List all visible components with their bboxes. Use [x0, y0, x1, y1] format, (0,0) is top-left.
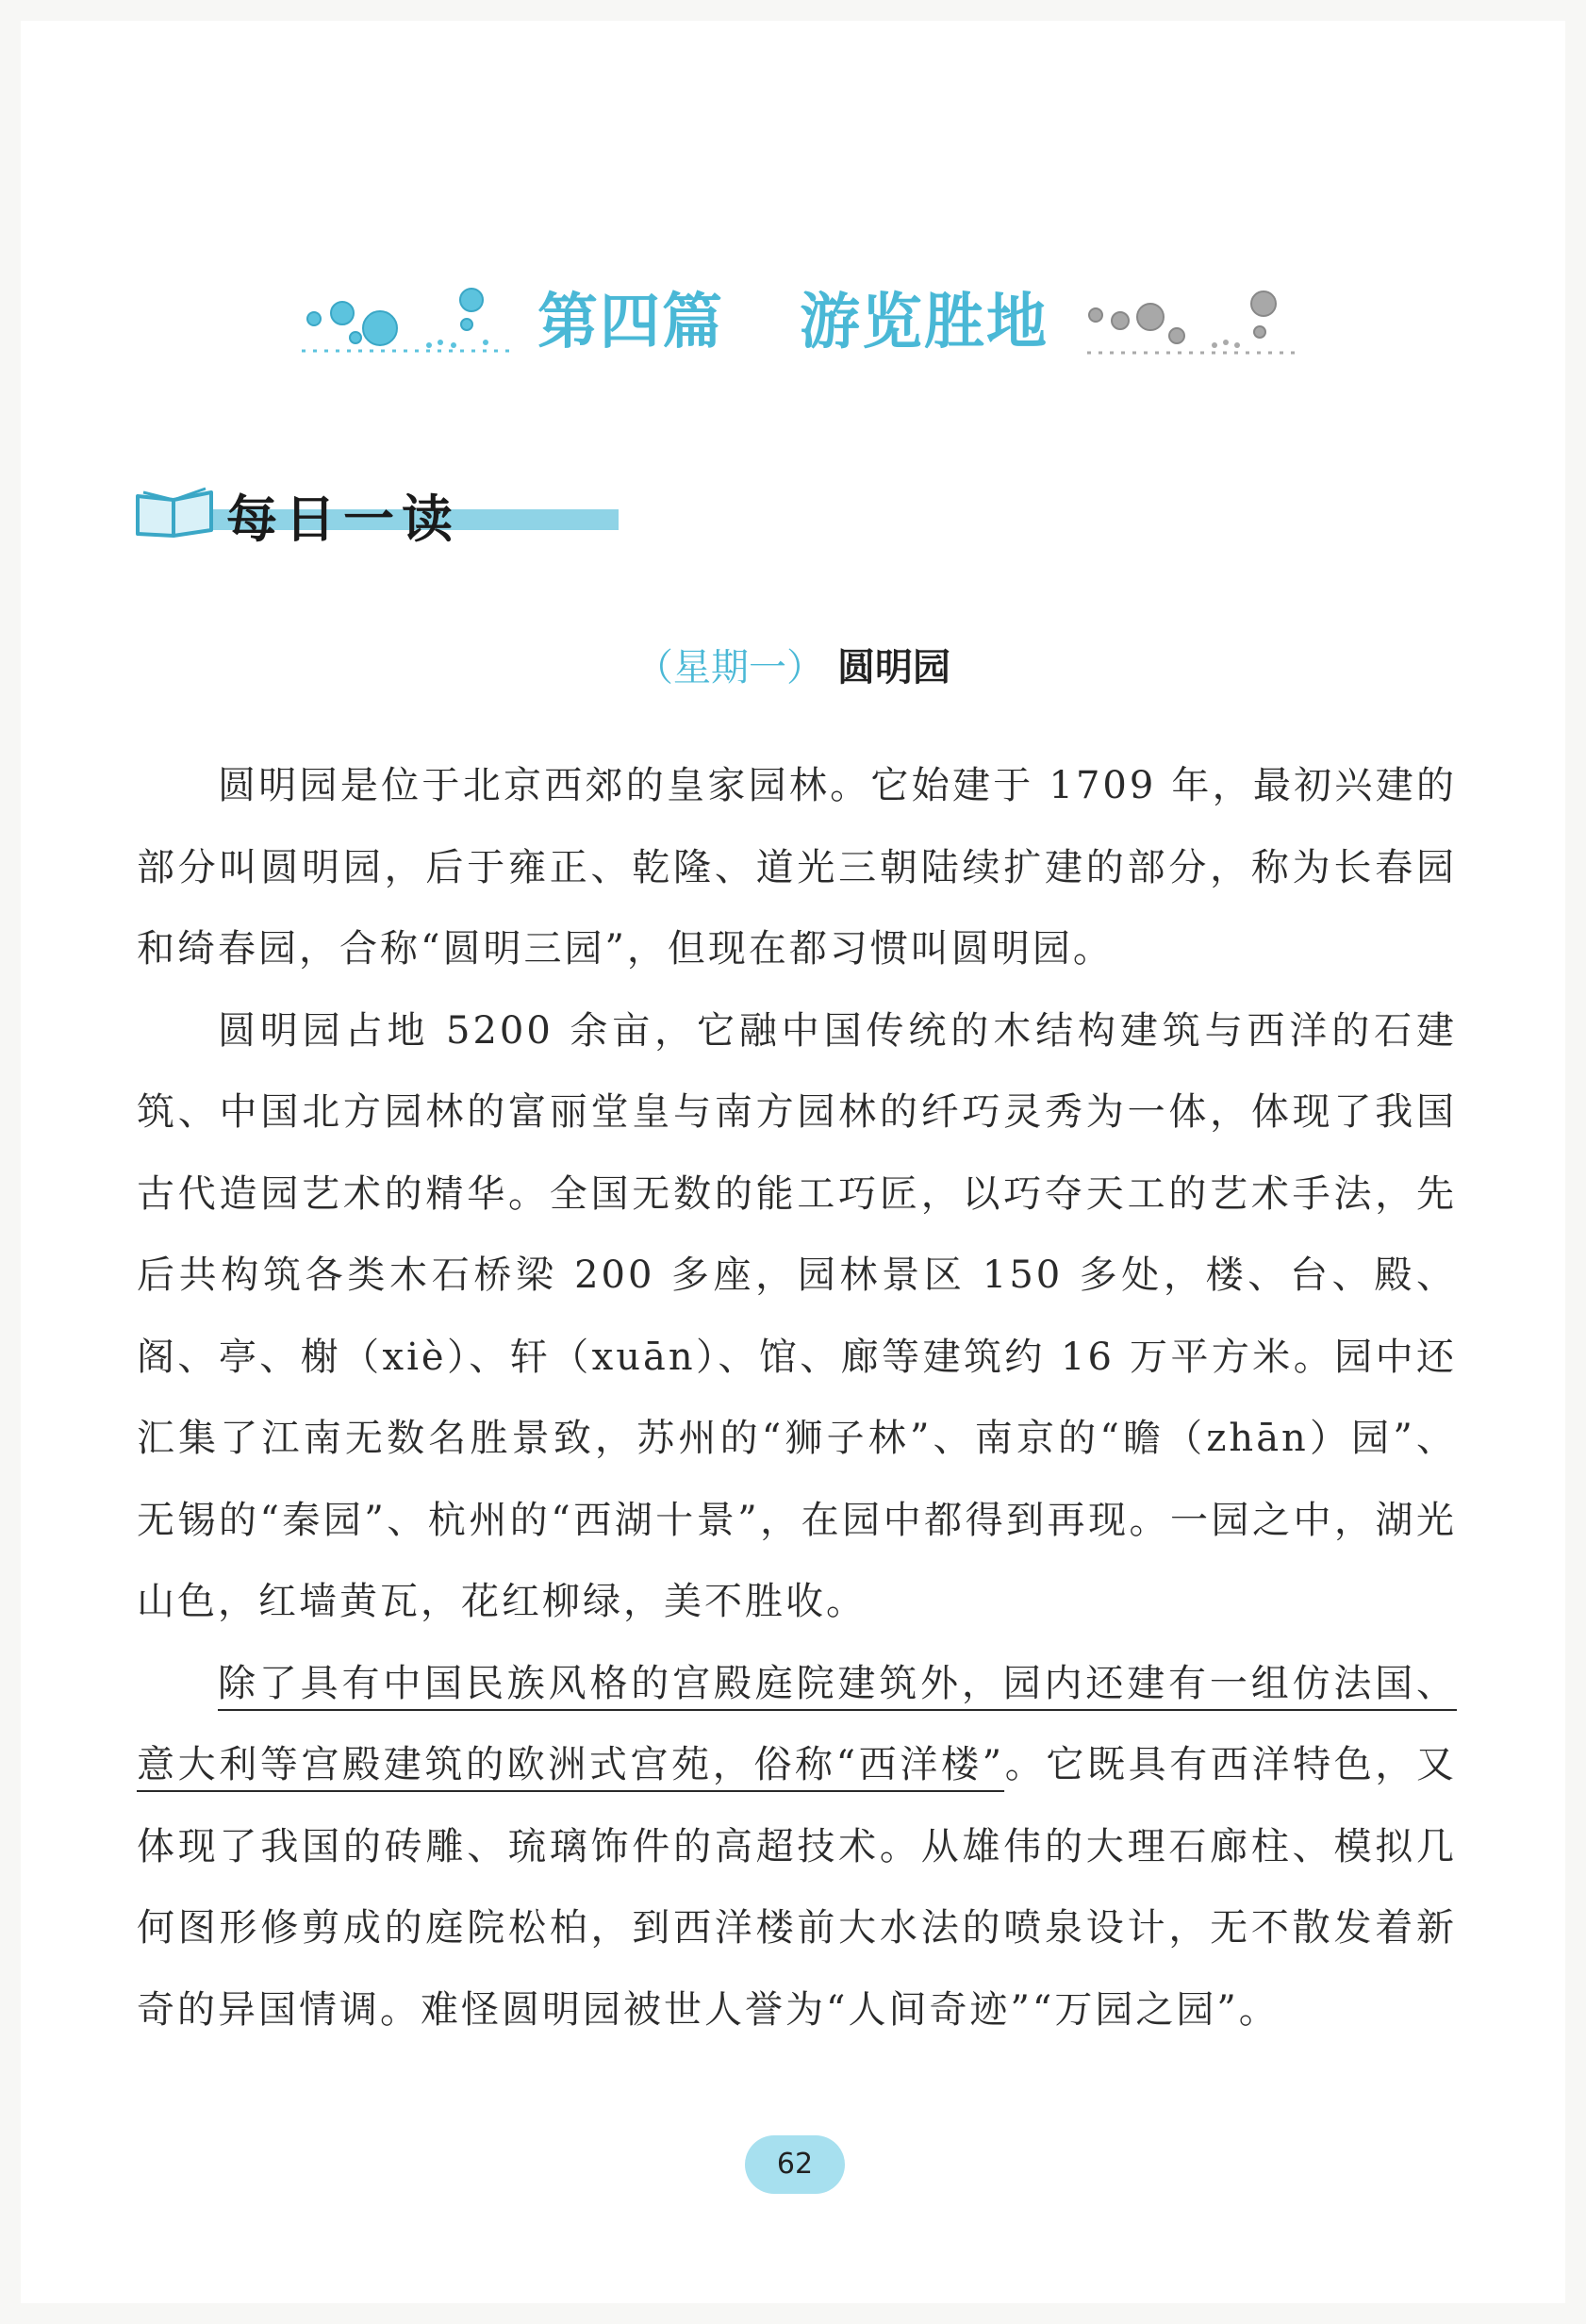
section-badge [132, 472, 509, 547]
paragraph-continuation: 。它既具有西洋特色，又体现了我国的砖雕、琉璃饰件的高超技术。从雄伟的大理石廊柱、模拟几何图形修剪成的庭院松柏，到西洋楼前大水法的喷泉设计，无不散发着新奇的异国情调。难怪圆明园被世人誉为“人间奇迹”“万园之园”。 [137, 1743, 1458, 2032]
section-label: 每日一读 [226, 490, 460, 549]
article-body [137, 745, 1457, 2050]
chapter-number: 第四篇 [537, 287, 724, 357]
underlined-sentence: 除了具有中国民族风格的宫殿庭院建筑外，园内还建有一组仿法国、意大利等宫殿建筑的欧洲式宫苑，俗称“西洋楼” [137, 1661, 1457, 1786]
article-title: 圆明园 [837, 646, 950, 689]
weekday-label: （星期一） [636, 646, 824, 689]
chapter-heading [0, 274, 1586, 360]
page-number: 62 [745, 2135, 845, 2194]
paragraph [137, 1643, 1457, 2051]
book-icon [132, 483, 217, 540]
chapter-title [537, 274, 1049, 360]
paragraph: 圆明园占地 5200 余亩，它融中国传统的木结构建筑与西洋的石建筑、中国北方园林的富丽堂皇与南方园林的纤巧灵秀为一体，体现了我国古代造园艺术的精华。全国无数的能工巧匠，以巧夺天工的艺术手法，先后共构筑各类木石桥梁 200 多座，园林景区 150 多处，楼、台、殿、阁、亭、榭（xiè）、轩（xuān）、馆、廊等建筑约 16 万平方米。园中还汇集了江南无数名胜景致，苏州的“狮子林”、南京的“瞻（zhān）园”、无锡的“秦园”、杭州的“西湖十景”，在园中都得到再现。一园之中，湖光山色，红墙黄瓦，花红柳绿，美不胜收。 [137, 1008, 1457, 1623]
article-heading [0, 638, 1586, 691]
paragraph: 圆明园是位于北京西郊的皇家园林。它始建于 1709 年，最初兴建的部分叫圆明园，后于雍正、乾隆、道光三朝陆续扩建的部分，称为长春园和绮春园，合称“圆明三园”，但现在都习惯叫圆明园。 [137, 764, 1457, 971]
chapter-name: 游览胜地 [800, 287, 1049, 357]
